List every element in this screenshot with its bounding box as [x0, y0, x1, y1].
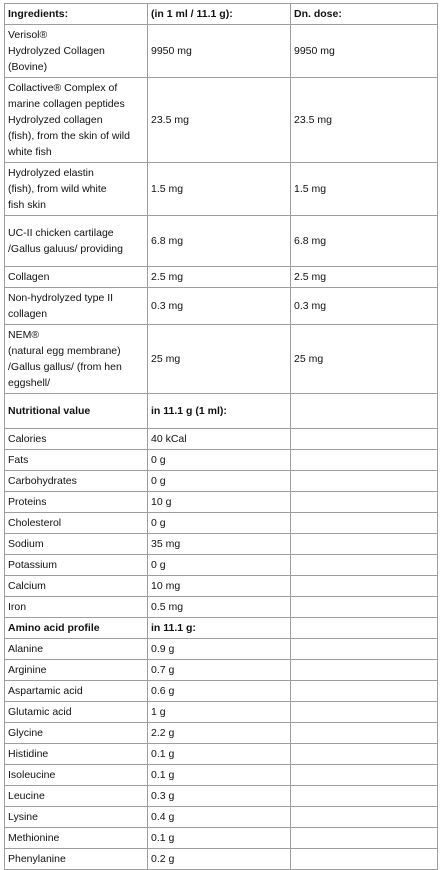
nutrition-row	[5, 597, 438, 618]
amino-acid-name: Histidine	[5, 744, 148, 765]
empty-cell	[291, 394, 438, 429]
nutrition-row	[5, 471, 438, 492]
nutrient-name: Fats	[5, 450, 148, 471]
ingredient-row	[5, 325, 438, 394]
ingredient-name: UC-II chicken cartilage /Gallus galuus/ providing	[5, 216, 148, 267]
nutrition-row	[5, 555, 438, 576]
nutrition-row	[5, 576, 438, 597]
amino-row	[5, 639, 438, 660]
amino-acid-value: 0.3 g	[148, 786, 291, 807]
table-body	[5, 4, 438, 870]
ingredient-daily-dose: 23.5 mg	[291, 78, 438, 163]
nutrition-per-label: in 11.1 g (1 ml):	[148, 394, 291, 429]
ingredient-name: Collactive® Complex of marine collagen peptides Hydrolyzed collagen (fish), from the skin of wild white fish	[5, 78, 148, 163]
ingredient-daily-dose: 6.8 mg	[291, 216, 438, 267]
empty-cell	[291, 744, 438, 765]
empty-cell	[291, 555, 438, 576]
nutrient-name: Calories	[5, 429, 148, 450]
empty-cell	[291, 534, 438, 555]
ingredient-daily-dose: 0.3 mg	[291, 288, 438, 325]
nutrient-name: Calcium	[5, 576, 148, 597]
amino-acid-value: 0.4 g	[148, 807, 291, 828]
nutrient-value: 0 g	[148, 555, 291, 576]
nutrition-row	[5, 513, 438, 534]
amino-row	[5, 723, 438, 744]
nutrition-row	[5, 534, 438, 555]
ingredient-row	[5, 288, 438, 325]
ingredients-header-row	[5, 4, 438, 25]
ingredient-row	[5, 216, 438, 267]
ingredient-name: Collagen	[5, 267, 148, 288]
nutrition-header-row	[5, 394, 438, 429]
empty-cell	[291, 723, 438, 744]
nutrient-value: 35 mg	[148, 534, 291, 555]
ingredient-amount: 0.3 mg	[148, 288, 291, 325]
nutrient-value: 10 g	[148, 492, 291, 513]
empty-cell	[291, 618, 438, 639]
ingredient-daily-dose: 1.5 mg	[291, 163, 438, 216]
amino-acid-name: Glutamic acid	[5, 702, 148, 723]
nutrition-row	[5, 492, 438, 513]
daily-dose-header: Dn. dose:	[291, 4, 438, 25]
ingredient-daily-dose: 9950 mg	[291, 25, 438, 78]
empty-cell	[291, 639, 438, 660]
nutrition-header: Nutritional value	[5, 394, 148, 429]
amino-acid-name: Lysine	[5, 807, 148, 828]
amino-acid-value: 0.7 g	[148, 660, 291, 681]
nutrient-name: Cholesterol	[5, 513, 148, 534]
amino-acid-value: 0.1 g	[148, 828, 291, 849]
ingredient-row	[5, 163, 438, 216]
ingredient-amount: 1.5 mg	[148, 163, 291, 216]
amino-acid-name: Methionine	[5, 828, 148, 849]
amino-row	[5, 849, 438, 870]
ingredient-row	[5, 25, 438, 78]
amino-acid-name: Alanine	[5, 639, 148, 660]
nutrient-name: Potassium	[5, 555, 148, 576]
amino-acid-name: Isoleucine	[5, 765, 148, 786]
nutrient-value: 0 g	[148, 471, 291, 492]
nutrient-name: Iron	[5, 597, 148, 618]
nutrient-name: Carbohydrates	[5, 471, 148, 492]
amino-row	[5, 744, 438, 765]
empty-cell	[291, 681, 438, 702]
ingredient-name: Non-hydrolyzed type II collagen	[5, 288, 148, 325]
amino-header: Amino acid profile	[5, 618, 148, 639]
ingredient-amount: 2.5 mg	[148, 267, 291, 288]
empty-cell	[291, 702, 438, 723]
ingredient-amount: 9950 mg	[148, 25, 291, 78]
empty-cell	[291, 492, 438, 513]
amino-acid-name: Leucine	[5, 786, 148, 807]
nutrient-value: 0 g	[148, 513, 291, 534]
amino-acid-value: 0.1 g	[148, 744, 291, 765]
nutrition-row	[5, 450, 438, 471]
amino-row	[5, 660, 438, 681]
ingredient-row	[5, 78, 438, 163]
empty-cell	[291, 597, 438, 618]
empty-cell	[291, 849, 438, 870]
empty-cell	[291, 660, 438, 681]
ingredient-name: Hydrolyzed elastin (fish), from wild white fish skin	[5, 163, 148, 216]
empty-cell	[291, 450, 438, 471]
empty-cell	[291, 513, 438, 534]
amino-acid-name: Glycine	[5, 723, 148, 744]
amino-acid-value: 0.9 g	[148, 639, 291, 660]
supplement-facts-table	[4, 3, 438, 870]
ingredients-header: Ingredients:	[5, 4, 148, 25]
amino-row	[5, 702, 438, 723]
nutrient-name: Proteins	[5, 492, 148, 513]
amino-per-label: in 11.1 g:	[148, 618, 291, 639]
empty-cell	[291, 429, 438, 450]
ingredient-row	[5, 267, 438, 288]
ingredient-amount: 23.5 mg	[148, 78, 291, 163]
amino-acid-name: Arginine	[5, 660, 148, 681]
amino-acid-value: 0.2 g	[148, 849, 291, 870]
nutrient-value: 0 g	[148, 450, 291, 471]
ingredient-daily-dose: 2.5 mg	[291, 267, 438, 288]
per-dose-header: (in 1 ml / 11.1 g):	[148, 4, 291, 25]
amino-row	[5, 765, 438, 786]
ingredient-daily-dose: 25 mg	[291, 325, 438, 394]
amino-acid-value: 0.6 g	[148, 681, 291, 702]
empty-cell	[291, 765, 438, 786]
empty-cell	[291, 828, 438, 849]
ingredient-name: Verisol® Hydrolyzed Collagen (Bovine)	[5, 25, 148, 78]
nutrient-value: 0.5 mg	[148, 597, 291, 618]
nutrient-value: 10 mg	[148, 576, 291, 597]
empty-cell	[291, 786, 438, 807]
amino-row	[5, 828, 438, 849]
amino-acid-value: 1 g	[148, 702, 291, 723]
amino-row	[5, 786, 438, 807]
empty-cell	[291, 576, 438, 597]
empty-cell	[291, 471, 438, 492]
amino-acid-name: Phenylanine	[5, 849, 148, 870]
amino-header-row	[5, 618, 438, 639]
amino-acid-name: Aspartamic acid	[5, 681, 148, 702]
nutrient-value: 40 kCal	[148, 429, 291, 450]
amino-acid-value: 0.1 g	[148, 765, 291, 786]
amino-row	[5, 681, 438, 702]
nutrient-name: Sodium	[5, 534, 148, 555]
ingredient-amount: 25 mg	[148, 325, 291, 394]
nutrition-row	[5, 429, 438, 450]
amino-acid-value: 2.2 g	[148, 723, 291, 744]
ingredient-amount: 6.8 mg	[148, 216, 291, 267]
ingredient-name: NEM® (natural egg membrane) /Gallus gallus/ (from hen eggshell/	[5, 325, 148, 394]
